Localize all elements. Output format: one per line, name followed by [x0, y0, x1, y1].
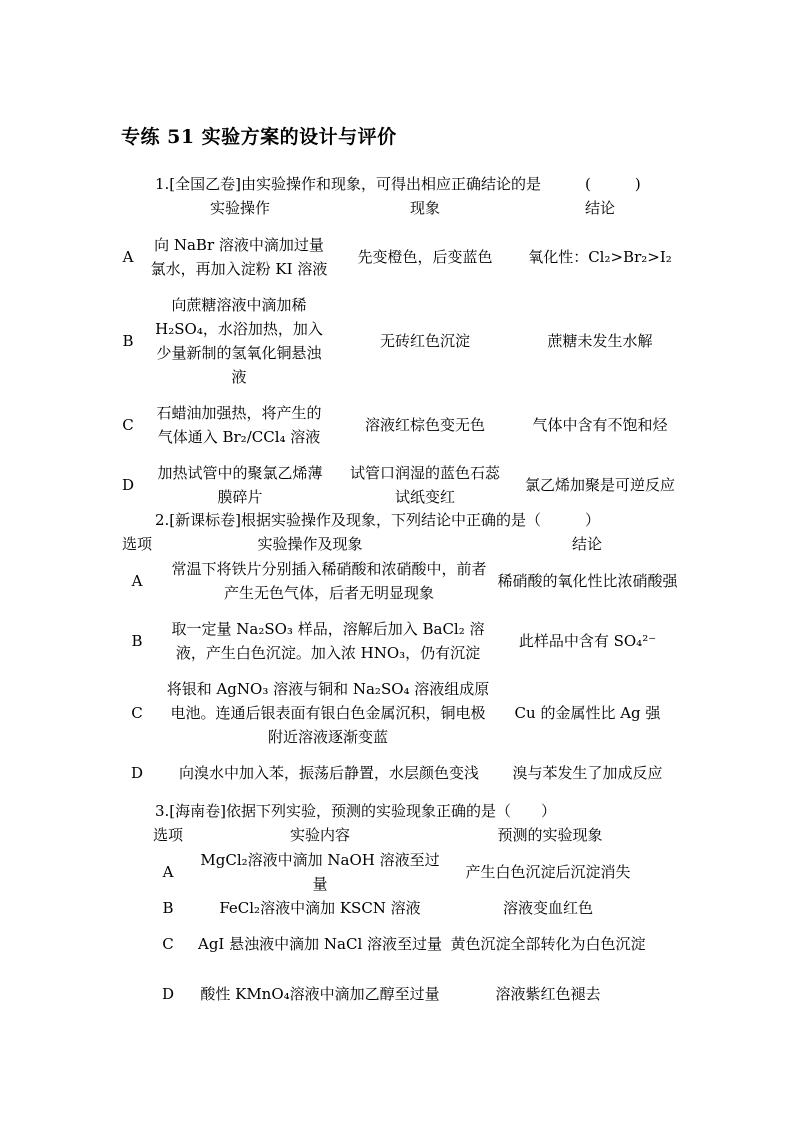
q1-row-c-label: C — [122, 416, 134, 434]
q2-header-opt: 选项 — [121, 535, 152, 553]
q1-question — [155, 172, 641, 196]
q1-paren-open: ( — [585, 175, 591, 193]
q2-row-a-label: A — [131, 572, 143, 590]
q2-row-b-concl: 此样品中含有 SO₄²⁻ — [518, 632, 657, 650]
q2-row-d-label: D — [130, 764, 144, 782]
q3-row-d-content: 酸性 KMnO₄溶液中滴加乙醇至过量 — [200, 985, 440, 1003]
q3-row-c-pred: 黄色沉淀全部转化为白色沉淀 — [450, 935, 646, 953]
q2-row-c-op: 将银和 AgNO₃ 溶液与铜和 Na₂SO₄ 溶液组成原电池。连通后银表面有银白色金属沉积，铜电极附近溶液逐渐变蓝 — [166, 680, 490, 746]
q2-header-op: 实验操作及现象 — [257, 535, 363, 553]
q3-row-d-pred: 溶液紫红色褪去 — [495, 985, 601, 1003]
q3-row-d-label: D — [161, 985, 175, 1003]
q3-header-content: 实验内容 — [289, 826, 350, 844]
q1-row-b-label: B — [122, 332, 134, 350]
page-title: 专练 51 实验方案的设计与评价 — [121, 126, 397, 148]
q2-row-a-concl: 稀硝酸的氧化性比浓硝酸强 — [497, 572, 678, 590]
q3-paren-close: ） — [541, 802, 557, 820]
q3-row-c-label: C — [162, 935, 174, 953]
q1-row-d-label: D — [121, 476, 135, 494]
q1-header-phen: 现象 — [409, 199, 440, 217]
q2-question — [155, 508, 600, 532]
q1-row-d-op: 加热试管中的聚氯乙烯薄膜碎片 — [157, 464, 323, 506]
q3-row-a-pred: 产生白色沉淀后沉淀消失 — [465, 863, 631, 881]
q1-row-b-phen: 无砖红色沉淀 — [379, 332, 470, 350]
q1-question-text: 1.[全国乙卷]由实验操作和现象，可得出相应正确结论的是 — [155, 175, 542, 193]
q2-row-c-concl: Cu 的金属性比 Ag 强 — [514, 704, 661, 722]
q3-row-a-label: A — [162, 863, 174, 881]
q2-row-b-label: B — [131, 632, 143, 650]
q1-row-a-op: 向 NaBr 溶液中滴加过量氯水，再加入淀粉 KI 溶液 — [150, 236, 328, 278]
q2-row-a-op: 常温下将铁片分别插入稀硝酸和浓硝酸中，前者产生无色气体，后者无明显现象 — [171, 560, 487, 602]
q1-header-op: 实验操作 — [209, 199, 270, 217]
q2-paren-close: ） — [585, 511, 601, 529]
q1-header-concl: 结论 — [584, 199, 615, 217]
q2-row-b-op: 取一定量 Na₂SO₃ 样品，溶解后加入 BaCl₂ 溶液，产生白色沉淀。加入浓 HNO₃，仍有沉淀 — [171, 620, 485, 662]
q1-row-a-concl: 氧化性：Cl₂>Br₂>I₂ — [528, 248, 672, 266]
q1-row-d-concl: 氯乙烯加聚是可逆反应 — [525, 476, 676, 494]
q2-row-d-concl: 溴与苯发生了加成反应 — [512, 764, 663, 782]
q3-header-opt: 选项 — [152, 826, 183, 844]
q1-row-b-op: 向蔗糖溶液中滴加稀 H₂SO₄，水浴加热，加入少量新制的氢氧化铜悬浊液 — [155, 296, 323, 386]
q1-row-c-op: 石蜡油加强热，将产生的气体通入 Br₂/CCl₄ 溶液 — [156, 404, 322, 446]
q3-question-text: 3.[海南卷]依据下列实验，预测的实验现象正确的是（ — [155, 802, 512, 820]
q1-row-a-label: A — [122, 248, 134, 266]
q1-row-d-phen: 试管口润湿的蓝色石蕊试纸变红 — [349, 464, 500, 506]
q3-row-a-content: MgCl₂溶液中滴加 NaOH 溶液至过量 — [200, 851, 440, 893]
q2-header-concl: 结论 — [571, 535, 602, 553]
q3-row-b-content: FeCl₂溶液中滴加 KSCN 溶液 — [219, 899, 421, 917]
q1-row-b-concl: 蔗糖未发生水解 — [547, 332, 653, 350]
q1-row-c-concl: 气体中含有不饱和烃 — [532, 416, 668, 434]
q1-row-c-phen: 溶液红棕色变无色 — [364, 416, 485, 434]
q3-row-b-label: B — [162, 899, 174, 917]
q2-row-c-label: C — [131, 704, 143, 722]
q3-header-pred: 预测的实验现象 — [497, 826, 603, 844]
q3-row-b-pred: 溶液变血红色 — [502, 899, 593, 917]
q2-row-d-op: 向溴水中加入苯，振荡后静置，水层颜色变浅 — [178, 764, 479, 782]
q1-paren-close: ) — [634, 175, 641, 193]
q3-row-c-content: AgI 悬浊液中滴加 NaCl 溶液至过量 — [198, 935, 443, 953]
q3-question — [155, 799, 556, 823]
q1-row-a-phen: 先变橙色，后变蓝色 — [357, 248, 493, 266]
q2-question-text: 2.[新课标卷]根据实验操作及现象，下列结论中正确的是（ — [155, 511, 542, 529]
